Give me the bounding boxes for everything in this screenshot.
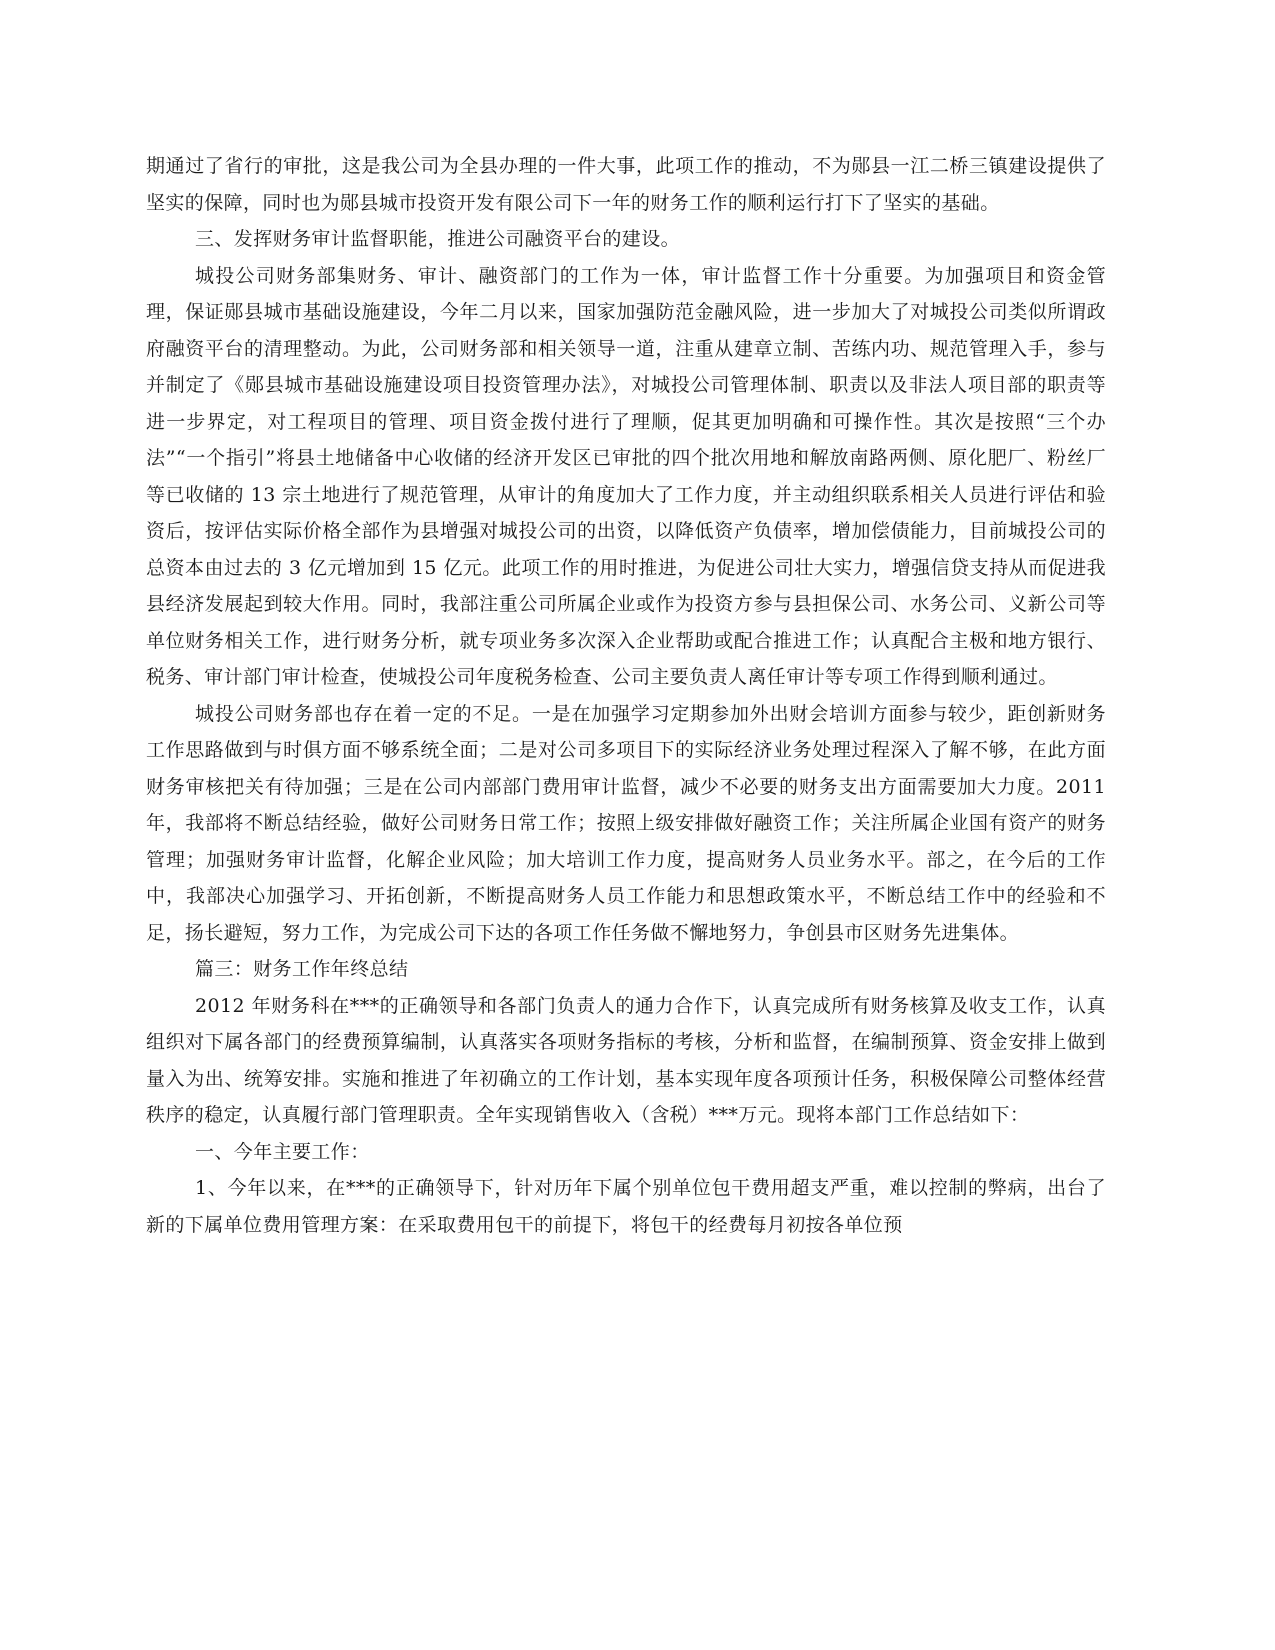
paragraph: 期通过了省行的审批，这是我公司为全县办理的一件大事，此项工作的推动，不为郧县一江二桥三镇建设提供了坚实的保障，同时也为郧县城市投资开发有限公司下一年的财务工作的顺利运行打下了坚实的基础。 xyxy=(146,155,1106,214)
paragraph: 城投公司财务部也存在着一定的不足。一是在加强学习定期参加外出财会培训方面参与较少，距创新财务工作思路做到与时俱方面不够系统全面；二是对公司多项目下的实际经济业务处理过程深入了解不够，在此方面财务审核把关有待加强；三是在公司内部部门费用审计监督，减少不必要的财务支出方面需要加大力度。2011 年，我部将不断总结经验，做好公司财务日常工作；按照上级安排做好融资工作；关注所属企业国有资产的财务管理；加强财务审计监督，化解企业风险；加大培训工作力度，提高财务人员业务水平。部之，在今后的工作中，我部决心加强学习、开拓创新，不断提高财务人员工作能力和思想政策水平，不断总结工作中的经验和不足，扬长避短，努力工作，为完成公司下达的各项工作任务做不懈地努力，争创县市区财务先进集体。 xyxy=(146,702,1106,944)
document-body xyxy=(146,148,1106,1243)
section-heading: 三、发挥财务审计监督职能，推进公司融资平台的建设。 xyxy=(195,228,681,250)
paragraph: 城投公司财务部集财务、审计、融资部门的工作为一体，审计监督工作十分重要。为加强项目和资金管理，保证郧县城市基础设施建设，今年二月以来，国家加强防范金融风险，进一步加大了对城投公司类似所谓政府融资平台的清理整动。为此，公司财务部和相关领导一道，注重从建章立制、苦练内功、规范管理入手，参与并制定了《郧县城市基础设施建设项目投资管理办法》，对城投公司管理体制、职责以及非法人项目部的职责等进一步界定，对工程项目的管理、项目资金拨付进行了理顺，促其更加明确和可操作性。其次是按照“三个办法”“一个指引”将县土地储备中心收储的经济开发区已审批的四个批次用地和解放南路两侧、原化肥厂、粉丝厂等已收储的 13 宗土地进行了规范管理，从审计的角度加大了工作力度，并主动组织联系相关人员进行评估和验资后，按评估实际价格全部作为县增强对城投公司的出资，以降低资产负债率，增加偿债能力，目前城投公司的总资本由过去的 3 亿元增加到 15 亿元。此项工作的用时推进，为促进公司壮大实力，增强信贷支持从而促进我县经济发展起到较大作用。同时，我部注重公司所属企业或作为投资方参与县担保公司、水务公司、义新公司等单位财务相关工作，进行财务分析，就专项业务多次深入企业帮助或配合推进工作；认真配合主极和地方银行、税务、审计部门审计检查，使城投公司年度税务检查、公司主要负责人离任审计等专项工作得到顺利通过。 xyxy=(146,264,1106,688)
section-heading: 一、今年主要工作： xyxy=(195,1140,370,1163)
paragraph: 1、今年以来，在***的正确领导下，针对历年下属个别单位包干费用超支严重，难以控制的弊病，出台了新的下属单位费用管理方案：在采取费用包干的前提下，将包干的经费每月初按各单位预 xyxy=(146,1177,1106,1236)
article-heading: 篇三：财务工作年终总结 xyxy=(195,958,409,980)
paragraph: 2012 年财务科在***的正确领导和各部门负责人的通力合作下，认真完成所有财务核算及收支工作，认真组织对下属各部门的经费预算编制，认真落实各项财务指标的考核，分析和监督，在编制预算、资金安排上做到量入为出、统筹安排。实施和推进了年初确立的工作计划，基本实现年度各项预计任务，积极保障公司整体经营秩序的稳定，认真履行部门管理职责。全年实现销售收入（含税）***万元。现将本部门工作总结如下： xyxy=(146,994,1106,1126)
